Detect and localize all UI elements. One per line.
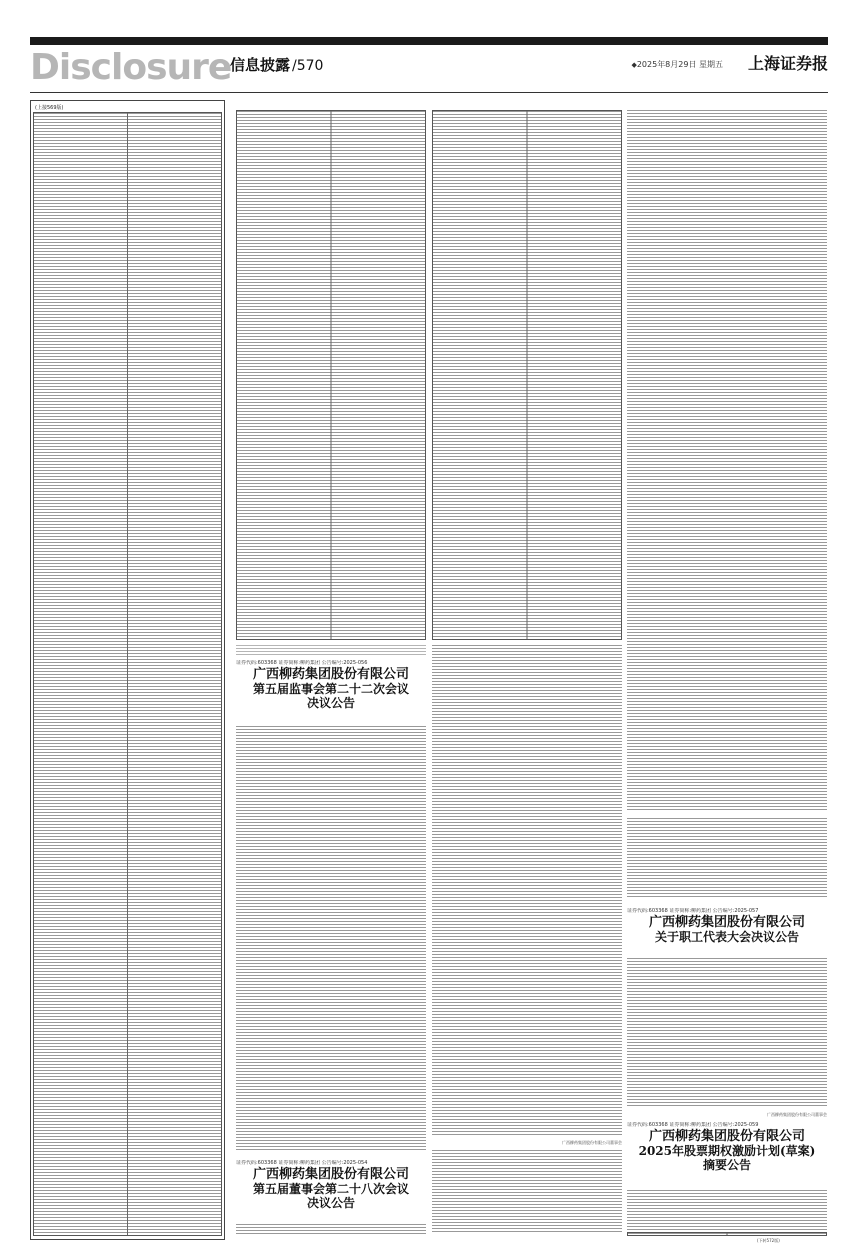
page-number: /570 [292, 58, 324, 74]
employee-announcement-body [627, 958, 827, 1108]
intro-text-block [236, 645, 426, 655]
masthead-divider [30, 92, 828, 93]
supervisory-announcement-body [236, 726, 426, 1152]
announcement-meta: 证券代码:603368 证券简称:柳药集团 公告编号:2025-054 [236, 1160, 368, 1166]
brand-logo: Disclosure [30, 47, 232, 88]
dateline: ◆2025年8月29日 星期五 [631, 60, 723, 69]
employee-announcement-header [627, 908, 827, 944]
supervisory-announcement-header [236, 660, 426, 710]
incentive-announcement-body [627, 1190, 827, 1230]
company-name: 广西柳药集团股份有限公司 [648, 915, 805, 930]
announcement-subject-2: 决议公告 [306, 1196, 355, 1210]
masthead [30, 48, 828, 88]
board-signature: 广西柳药集团股份有限公司董事会 [562, 1140, 622, 1145]
section-title [230, 54, 323, 75]
column-1 [30, 100, 225, 1240]
employee-signature: 广西柳药集团股份有限公司董事会 [767, 1112, 827, 1117]
board-resolution-text [432, 645, 622, 1135]
company-name: 广西柳药集团股份有限公司 [252, 1167, 409, 1182]
incentive-announcement-header [627, 1122, 827, 1172]
announcement-subject: 关于职工代表大会决议公告 [654, 930, 799, 944]
paper-name: 上海证券报 [747, 54, 828, 73]
company-name: 广西柳药集团股份有限公司 [648, 1129, 805, 1144]
top-rule [30, 37, 828, 45]
announcement-subject: 第五届监事会第二十二次会议 [252, 682, 409, 696]
company-name: 广西柳药集团股份有限公司 [252, 667, 409, 682]
resolution-details-text [627, 110, 827, 810]
column-2 [236, 100, 426, 1240]
board-announcement-body [432, 1150, 622, 1234]
continuation-footer: (下转572版) [757, 1238, 780, 1243]
rules-comparison-table [236, 110, 426, 640]
announcement-subject-2: 决议公告 [306, 696, 355, 710]
board-announcement-header [236, 1160, 426, 1210]
rules-comparison-table-continued [432, 110, 622, 640]
announcement-subject: 2025年股票期权激励计划(草案) [638, 1144, 816, 1158]
date: 2025年8月29日 星期五 [636, 60, 723, 69]
continuation-tag: (上接569版) [35, 105, 64, 111]
incentive-table [627, 1232, 827, 1236]
announcement-meta: 证券代码:603368 证券简称:柳药集团 公告编号:2025-056 [236, 660, 368, 666]
announcement-meta: 证券代码:603368 证券简称:柳药集团 公告编号:2025-057 [627, 908, 759, 914]
proposal-list-text [627, 818, 827, 898]
announcement-meta: 证券代码:603368 证券简称:柳药集团 公告编号:2025-059 [627, 1122, 759, 1128]
column-4 [627, 100, 827, 1243]
section-label: 信息披露 [230, 56, 291, 74]
announcement-subject-2: 摘要公告 [702, 1158, 751, 1172]
policy-comparison-table [33, 112, 222, 1236]
board-announcement-body-start [236, 1224, 426, 1234]
announcement-subject: 第五届董事会第二十八次会议 [252, 1182, 409, 1196]
column-3 [432, 100, 622, 1240]
